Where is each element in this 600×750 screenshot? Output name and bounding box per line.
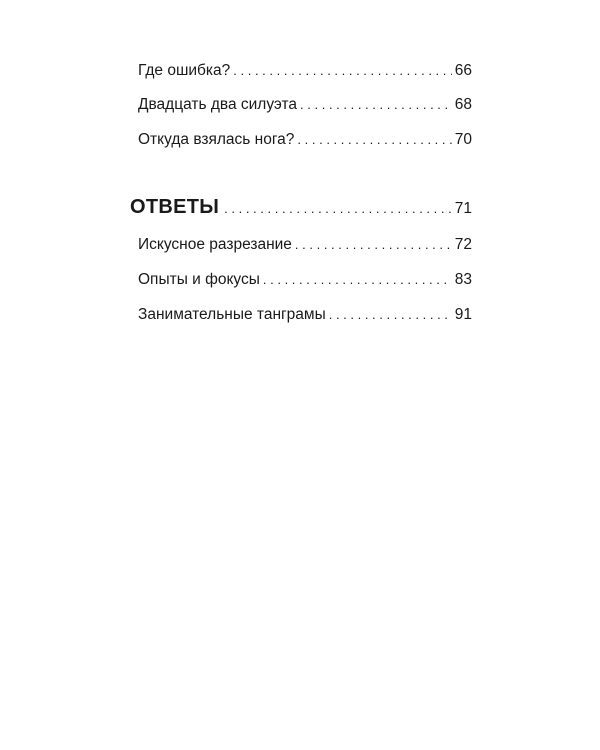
toc-entry-page: 91 — [454, 306, 472, 323]
toc-entry[interactable] — [138, 62, 472, 80]
dot-leader — [233, 63, 451, 78]
toc-section-title: ОТВЕТЫ — [130, 196, 220, 218]
toc-entry-page: 66 — [454, 62, 472, 79]
toc-entry-title: Искусное разрезание — [138, 236, 292, 253]
toc-entry-title: Двадцать два силуэта — [138, 96, 298, 113]
toc-entry-title: Опыты и фокусы — [138, 271, 260, 288]
toc-entry-title: Занимательные танграмы — [138, 306, 326, 323]
dot-leader — [263, 272, 452, 287]
toc-section-entry[interactable] — [130, 196, 472, 219]
dot-leader — [224, 201, 452, 216]
toc-entry-page: 70 — [454, 131, 472, 148]
toc-entry[interactable] — [138, 96, 472, 114]
toc-section-page: 71 — [454, 200, 472, 217]
toc-entry-page: 68 — [454, 96, 472, 113]
dot-leader — [297, 132, 451, 147]
dot-leader — [329, 307, 452, 322]
toc-entry[interactable] — [138, 306, 472, 324]
toc-entry-title: Где ошибка? — [138, 62, 231, 79]
dot-leader — [295, 237, 452, 252]
toc-entry-page: 72 — [454, 236, 472, 253]
toc-entry[interactable] — [138, 236, 472, 254]
toc-entry-page: 83 — [454, 271, 472, 288]
toc-entry[interactable] — [138, 131, 472, 149]
dot-leader — [300, 97, 452, 112]
toc-entry-title: Откуда взялась нога? — [138, 131, 295, 148]
toc-entry[interactable] — [138, 271, 472, 289]
